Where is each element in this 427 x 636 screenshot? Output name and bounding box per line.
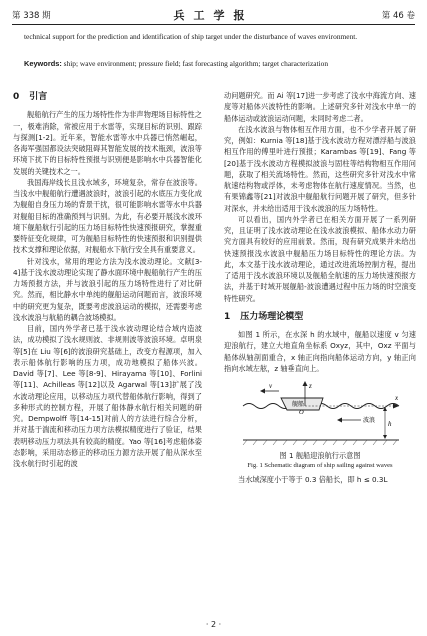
keywords [24,58,405,70]
ship-wave-diagram [235,380,405,448]
paragraph: 我国海岸线长且浅水域多，环境复杂，常存在波浪等。当浅水中舰船航行遭遇波浪时，波浪引起的水底压力变化成为舰船自身压力场的背景干扰，很可能影响水雷等水中兵器对舰船目标的准确预判与识别。为此，有必要开展浅水波环境下舰船航行引起的压力场目标特性快速预报研究，掌握重要特征变化规律，可为舰船目标特性的快速预报和识别提供技术支撑和理论依据，对舰船水下航行安全具有重要意义。 [13,177,202,255]
left-column [13,90,202,469]
paragraph: 如图 1 所示，在水深 h 的水域中，舰船以速度 v 匀速迎浪航行，建立大地直角坐标系 Oxyz，其中，Oxz 平面与船体纵轴剖面重合，x 轴正向指向船体运动方向，y 轴正向指向水域左舷，z 轴垂直向上。 [224,330,416,373]
paragraph: 针对浅水，常用的理论方法为浅水波动理论。文献[3-4]基于浅水波动理论实现了静水面环境中舰船航行产生的压力场预报方法，并与波浪引起的压力场特性进行了对比研究。然而，相比静水中单纯的舰船运动问题而言，波浪环境中的研究更为复杂，既要考虑波浪运动的模拟，还需要考虑浅水波浪与航船的耦合波场模拟。 [13,256,202,322]
paragraph: 可以看出，国内外学者已在相关方面开展了一系列研究，且证明了浅水波动理论在浅水波浪模拟、船体水动力研究方面具有较好的应用前景。然而，现有研究成果并未给出快速预报浅水波浪中舰船压力场目标特性的理论方法。为此，本文基于浅水波动理论，通过改进流场控制方程，提出了适用于浅水波浪环境以及舰船全航速的压力场快速预报方法，并基于时域开展舰船-波浪遭遇过程中压力场的时空演变特性研究。 [224,214,416,303]
figure-1 [224,380,416,470]
keywords-label: Keywords: [24,59,62,68]
figure-caption-en: Fig. 1 Schematic diagram of ship sailing against waves [247,462,393,470]
section-heading-model: 1 压力场理论模型 [224,311,304,322]
label-z-axis: z [309,382,312,390]
volume-label: 第 338 期 [12,11,51,21]
label-wave: 波浪 [363,417,376,424]
right-column [224,90,416,486]
label-origin: O [299,409,304,416]
paragraph: 目前，国内外学者已基于浅水波动理论结合域内造波法，成功模拟了浅水规则波、非规则波等波浪环境。卓明泉等[5]在 Liu 等[6]的波浪研究基础上，改变方程源项，加入表示船体航行影响的压力项，成功地模拟了船体兴波。David 等[7]、Lee 等[8-9]、Hirayama 等[10]、Forlini 等[11]、Achilleas 等[12]以及 Agarwal 等[13]扩展了浅水波动理论应用，以移动压力项代替船体航行影响，得到了多种形式的控制方程，开展了船体静水航行相关问题的研究。Dempwolff 等[14-15]对前人的方法进行综合分析，并对基于湍流和移动压力项方法模拟精度进行了验证，结果表明移动压力项法具有较高的精度。Yao 等[16]考虑船体姿态影响，采用动态修正的移动压力源方法开展了船从深水至浅水航行时引起的波 [13,324,202,468]
paragraph: 当水域深度小于等于 0.3 倍船长，即 h ≤ 0.3L [238,475,388,485]
label-velocity: v [269,382,273,390]
paragraph: 舰船航行产生的压力场特性作为非声物理场目标特性之一，极难消除，常被应用于水雷等，实现目标的识别、跟踪与探测[1-2]。近年来，智能水雷等水中兵器已悄然崛起，各海军强国都设法突破阻碍其智能发展的技术瓶颈，波浪等环境下扰下的目标特性预报与识别便是影响水中兵器智能化发展的关键技术之一。 [13,110,202,176]
abstract-en: technical support for the prediction and identification of ship target under the disturbance of waves environment. [24,32,358,41]
label-ship: 舰船 [292,401,305,408]
journal-title: 兵工学报 [173,9,254,22]
header-rule [12,24,415,25]
seabed-hatch [243,440,397,445]
paragraph: 在浅水波浪与物体相互作用方面，也不少学者开展了研究，例如：Kurnia 等[18]基于浅水波动方程对漂浮船与波浪相互作用的傅里叶进行预报；Karambas 等[19]、Fang 等[20]基于浅水波动方程模拟波浪与固柱等结构物相互作用问题，获取了相关流场特性。然而，这些研究多针对浅水中常航速结构物或浮体，未考虑物体在航行速度情况。当然，也有果锦鑫等[21]对波浪中舰船航行问题开展了研究，但多针对深水，并未给出适用于浅水波浪的压力场特性。 [224,124,416,213]
paragraph: 动问题研究。而 Ai 等[17]进一步考虑了浅水中海流方向、速度等对船体兴波特性的影响。上述研究多针对浅水中单一的船体运动或波浪运动问题，未同时考虑二者。 [224,91,416,123]
page-number: · 2 · [205,620,222,629]
depth-arrow-down-icon [383,435,387,439]
running-header [12,7,415,23]
label-depth: h [388,420,392,428]
wave-direction-arrowhead-icon [337,418,342,423]
keywords-text: ship; wave environment; pressure field; fast forecasting algorithm; target characterization [61,59,329,68]
section-heading-intro: 0 引言 [13,92,48,102]
label-x-axis: x [395,394,399,402]
issue-label: 第 46 卷 [381,11,415,21]
z-axis-arrow-icon [303,381,308,386]
velocity-arrowhead-icon [260,389,265,394]
figure-caption-cn: 图 1 舰船迎浪航行示意图 [279,451,361,460]
